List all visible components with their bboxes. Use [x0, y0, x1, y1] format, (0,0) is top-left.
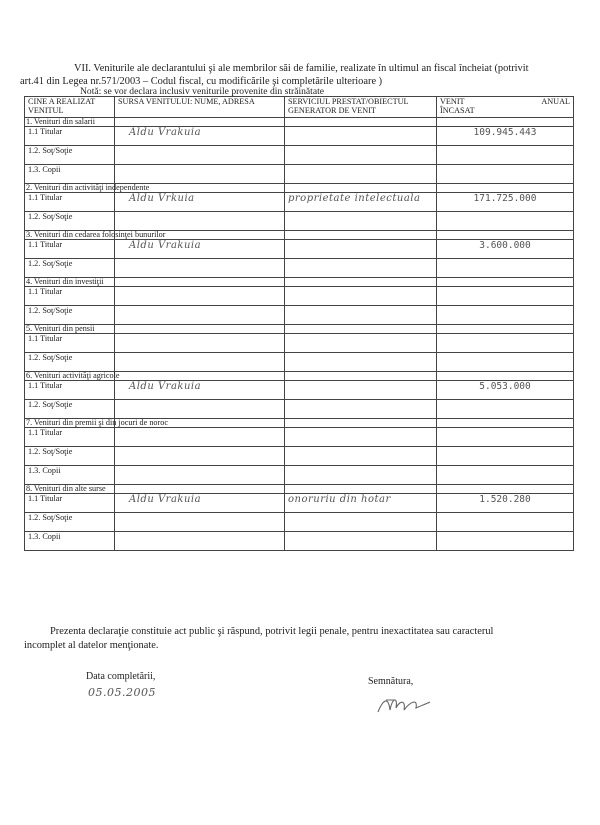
table-row	[25, 428, 574, 447]
section-empty-cell	[437, 372, 574, 381]
service-cell	[285, 287, 437, 306]
section-title: 3. Venituri din cedarea folosinţei bunurilor	[26, 230, 166, 239]
signature-label: Semnătura,	[368, 676, 414, 687]
signature-image	[374, 688, 434, 718]
row-label: 1.1 Titular	[25, 334, 115, 353]
table-row	[25, 165, 574, 184]
source-cell	[115, 306, 285, 325]
section-title: 1. Venituri din salarii	[25, 118, 115, 127]
service-cell	[285, 127, 437, 146]
amount-cell	[437, 165, 574, 184]
legal-statement	[24, 625, 576, 653]
table-header-row	[25, 97, 574, 118]
source-cell	[115, 532, 285, 551]
section-empty-cell	[285, 118, 437, 127]
source-cell	[115, 400, 285, 419]
section-empty-cell	[285, 419, 437, 428]
row-label: 1.3. Copii	[25, 532, 115, 551]
section-empty-cell	[285, 325, 437, 334]
row-label: 1.2. Soţ/Soţie	[25, 447, 115, 466]
source-cell: Aldu Vrakuia	[115, 494, 285, 513]
header-service	[285, 97, 437, 118]
legal-statement-line-1: Prezenta declaraţie constituie act public şi răspund, potrivit legii penale, pentru inexactitatea sau caracterul	[50, 626, 494, 637]
service-cell	[285, 146, 437, 165]
row-label: 1.2. Soţ/Soţie	[25, 400, 115, 419]
amount-cell	[437, 532, 574, 551]
service-cell	[285, 165, 437, 184]
source-cell	[115, 447, 285, 466]
source-cell	[115, 353, 285, 372]
row-label: 1.3. Copii	[25, 466, 115, 485]
section-empty-cell	[285, 372, 437, 381]
source-cell	[115, 513, 285, 532]
row-label: 1.2. Soţ/Soţie	[25, 146, 115, 165]
section-empty-cell	[285, 278, 437, 287]
source-cell	[115, 212, 285, 231]
source-cell	[115, 466, 285, 485]
service-cell	[285, 381, 437, 400]
row-label: 1.3. Copii	[25, 165, 115, 184]
row-label: 1.2. Soţ/Soţie	[25, 259, 115, 278]
table-row	[25, 193, 574, 212]
source-cell	[115, 428, 285, 447]
amount-cell: 3.600.000	[437, 240, 574, 259]
service-cell	[285, 334, 437, 353]
table-row	[25, 306, 574, 325]
header-income-anual: ANUAL	[541, 97, 570, 106]
row-label: 1.2. Soţ/Soţie	[25, 212, 115, 231]
service-cell: onoruriu din hotar	[285, 494, 437, 513]
section-row	[25, 485, 574, 494]
row-label: 1.1 Titular	[25, 193, 115, 212]
section-empty-cell	[115, 325, 285, 334]
service-cell	[285, 428, 437, 447]
service-cell	[285, 466, 437, 485]
section-empty-cell	[115, 278, 285, 287]
table-row	[25, 513, 574, 532]
section-row	[25, 325, 574, 334]
income-table	[24, 96, 574, 551]
service-cell	[285, 306, 437, 325]
amount-cell	[437, 447, 574, 466]
section-row	[25, 231, 574, 240]
source-cell	[115, 287, 285, 306]
section-empty-cell	[115, 485, 285, 494]
header-service-line-1: SERVICIUL PRESTAT/OBIECTUL	[288, 97, 409, 106]
amount-cell	[437, 146, 574, 165]
heading-line-2: art.41 din Legea nr.571/2003 – Codul fiscal, cu modificările şi completările ulterioare )	[20, 76, 383, 87]
table-row	[25, 381, 574, 400]
amount-cell	[437, 400, 574, 419]
table-row	[25, 146, 574, 165]
row-label: 1.1 Titular	[25, 494, 115, 513]
header-service-line-2: GENERATOR DE VENIT	[288, 106, 376, 115]
amount-cell	[437, 513, 574, 532]
service-cell	[285, 513, 437, 532]
row-label: 1.1 Titular	[25, 240, 115, 259]
section-empty-cell	[437, 231, 574, 240]
source-cell	[115, 334, 285, 353]
heading-line-1: VII. Veniturile ale declarantului şi ale membrilor săi de familie, realizate în ultimul an fiscal încheiat (potrivit	[74, 63, 529, 74]
amount-cell	[437, 259, 574, 278]
header-who: CINE A REALIZAT VENITUL	[25, 97, 115, 118]
header-income-incasat: ÎNCASAT	[440, 106, 475, 115]
service-cell	[285, 259, 437, 278]
section-empty-cell	[115, 118, 285, 127]
row-label: 1.2. Soţ/Soţie	[25, 306, 115, 325]
row-label: 1.1 Titular	[25, 381, 115, 400]
amount-cell: 109.945.443	[437, 127, 574, 146]
section-row	[25, 184, 574, 193]
table-row	[25, 400, 574, 419]
service-cell	[285, 532, 437, 551]
source-cell: Aldu Vrkuia	[115, 193, 285, 212]
amount-cell	[437, 334, 574, 353]
section-empty-cell	[437, 184, 574, 193]
row-label: 1.2. Soţ/Soţie	[25, 353, 115, 372]
amount-cell: 171.725.000	[437, 193, 574, 212]
source-cell	[115, 146, 285, 165]
section-empty-cell	[285, 231, 437, 240]
table-row	[25, 532, 574, 551]
service-cell	[285, 400, 437, 419]
date-value: 05.05.2005	[88, 686, 156, 699]
section-row	[25, 419, 574, 428]
section-row	[25, 372, 574, 381]
section-heading	[20, 62, 580, 88]
row-label: 1.1 Titular	[25, 287, 115, 306]
table-row	[25, 259, 574, 278]
amount-cell	[437, 306, 574, 325]
section-title: 4. Venituri din investiţii	[25, 278, 115, 287]
section-empty-cell	[285, 184, 437, 193]
table-row	[25, 334, 574, 353]
section-title: 7. Venituri din premii şi din jocuri de noroc	[26, 418, 168, 427]
section-title: 2. Venituri din activităţi independente	[26, 183, 150, 192]
service-cell	[285, 212, 437, 231]
header-income-venit: VENIT	[440, 97, 465, 106]
amount-cell	[437, 212, 574, 231]
table-row	[25, 212, 574, 231]
table-row	[25, 494, 574, 513]
section-empty-cell	[437, 278, 574, 287]
foreign-income-note: Notă: se vor declara inclusiv veniturile provenite din străinătate	[80, 86, 325, 97]
section-empty-cell	[285, 485, 437, 494]
amount-cell: 1.520.280	[437, 494, 574, 513]
source-cell: Aldu Vrakuia	[115, 381, 285, 400]
source-cell: Aldu Vrakuia	[115, 240, 285, 259]
header-income	[437, 97, 574, 118]
amount-cell: 5.053.000	[437, 381, 574, 400]
date-label: Data completării,	[86, 671, 156, 682]
amount-cell	[437, 353, 574, 372]
table-row	[25, 447, 574, 466]
amount-cell	[437, 287, 574, 306]
section-empty-cell	[115, 372, 285, 381]
amount-cell	[437, 466, 574, 485]
section-title: 5. Venituri din pensii	[25, 325, 115, 334]
amount-cell	[437, 428, 574, 447]
header-source: SURSA VENITULUI: NUME, ADRESA	[115, 97, 285, 118]
section-empty-cell	[437, 325, 574, 334]
table-row	[25, 466, 574, 485]
table-row	[25, 240, 574, 259]
section-row	[25, 278, 574, 287]
legal-statement-line-2: incomplet al datelor menţionate.	[24, 640, 159, 651]
table-row	[25, 353, 574, 372]
section-title: 6. Venituri activităţi agricole	[26, 371, 120, 380]
source-cell: Aldu Vrakuia	[115, 127, 285, 146]
source-cell	[115, 259, 285, 278]
service-cell	[285, 353, 437, 372]
row-label: 1.1 Titular	[25, 127, 115, 146]
section-empty-cell	[437, 419, 574, 428]
table-row	[25, 287, 574, 306]
service-cell	[285, 240, 437, 259]
table-row	[25, 127, 574, 146]
source-cell	[115, 165, 285, 184]
section-empty-cell	[437, 118, 574, 127]
section-title: 8. Venituri din alte surse	[25, 485, 115, 494]
service-cell	[285, 447, 437, 466]
row-label: 1.2. Soţ/Soţie	[25, 513, 115, 532]
section-row	[25, 118, 574, 127]
row-label: 1.1 Titular	[25, 428, 115, 447]
section-empty-cell	[437, 485, 574, 494]
service-cell: proprietate intelectuala	[285, 193, 437, 212]
table-body	[25, 118, 574, 551]
